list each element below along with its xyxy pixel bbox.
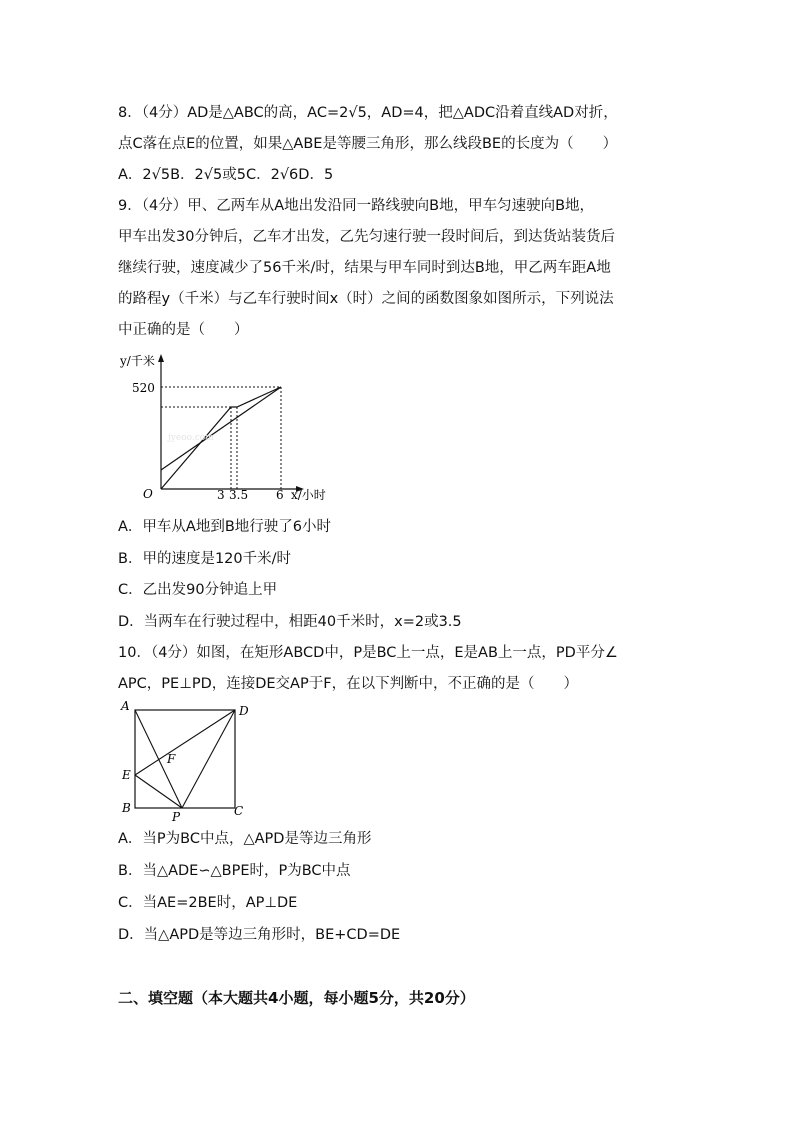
q10-option-a: A．当P为BC中点，△APD是等边三角形	[118, 831, 372, 847]
graph-origin-label: O	[143, 487, 153, 501]
graph-y-tick-520: 520	[132, 381, 155, 395]
q9-line-3: 继续行驶，速度减少了56千米/时，结果与甲车同时到达B地，甲乙两车距A地	[118, 260, 611, 276]
point-label-e: E	[122, 768, 131, 782]
graph-x-label: x/小时	[291, 488, 326, 502]
q9-line-4: 的路程y（千米）与乙车行驶时间x（时）之间的函数图象如图所示，下列说法	[118, 291, 614, 307]
graph-x-tick-3: 3	[217, 488, 225, 502]
q10-line-2: APC，PE⊥PD，连接DE交AP于F，在以下判断中，不正确的是（ ）	[118, 676, 579, 692]
q10-option-c: C．当AE=2BE时，AP⊥DE	[118, 895, 298, 911]
q9-option-b: B．甲的速度是120千米/时	[118, 551, 292, 567]
q10-option-b: B．当△ADE∽△BPE时，P为BC中点	[118, 863, 351, 879]
section-2-title: 二、填空题（本大题共4小题，每小题5分，共20分）	[118, 989, 475, 1007]
distance-time-graph	[110, 350, 350, 510]
graph-x-tick-3-5: 3.5	[229, 488, 249, 502]
graph-x-tick-6: 6	[276, 488, 284, 502]
q8-line-2: 点C落在点E的位置，如果△ABE是等腰三角形，那么线段BE的长度为（ ）	[118, 136, 618, 152]
q9-line-5: 中正确的是（ ）	[118, 322, 249, 338]
point-label-c: C	[234, 804, 244, 818]
q10-line-1: 10．（4分）如图，在矩形ABCD中，P是BC上一点，E是AB上一点，PD平分∠	[118, 645, 618, 661]
q9-option-d: D．当两车在行驶过程中，相距40千米时，x=2或3.5	[118, 614, 462, 630]
point-label-a: A	[121, 699, 130, 713]
point-label-f: F	[167, 752, 176, 766]
graph-y-label: y/千米	[120, 354, 155, 368]
point-label-p: P	[172, 810, 181, 824]
point-label-b: B	[122, 801, 131, 815]
q10-option-d: D．当△APD是等边三角形时，BE+CD=DE	[118, 927, 401, 943]
q9-line-2: 甲车出发30分钟后，乙车才出发，乙先匀速行驶一段时间后，到达货站装货后	[118, 229, 615, 245]
q8-options: A．2√5B．2√5或5C．2√6D．5	[118, 167, 334, 183]
q9-line-1: 9．（4分）甲、乙两车从A地出发沿同一路线驶向B地，甲车匀速驶向B地，	[118, 198, 595, 214]
q8-line-1: 8．（4分）AD是△ABC的高，AC=2√5，AD=4，把△ADC沿着直线AD对折，	[118, 105, 618, 121]
graph-watermark: jyeoo.com	[168, 433, 214, 443]
q9-option-c: C．乙出发90分钟追上甲	[118, 582, 278, 598]
q9-option-a: A．甲车从A地到B地行驶了6小时	[118, 519, 332, 535]
point-label-d: D	[239, 704, 249, 718]
rectangle-abcd-figure	[110, 695, 260, 825]
